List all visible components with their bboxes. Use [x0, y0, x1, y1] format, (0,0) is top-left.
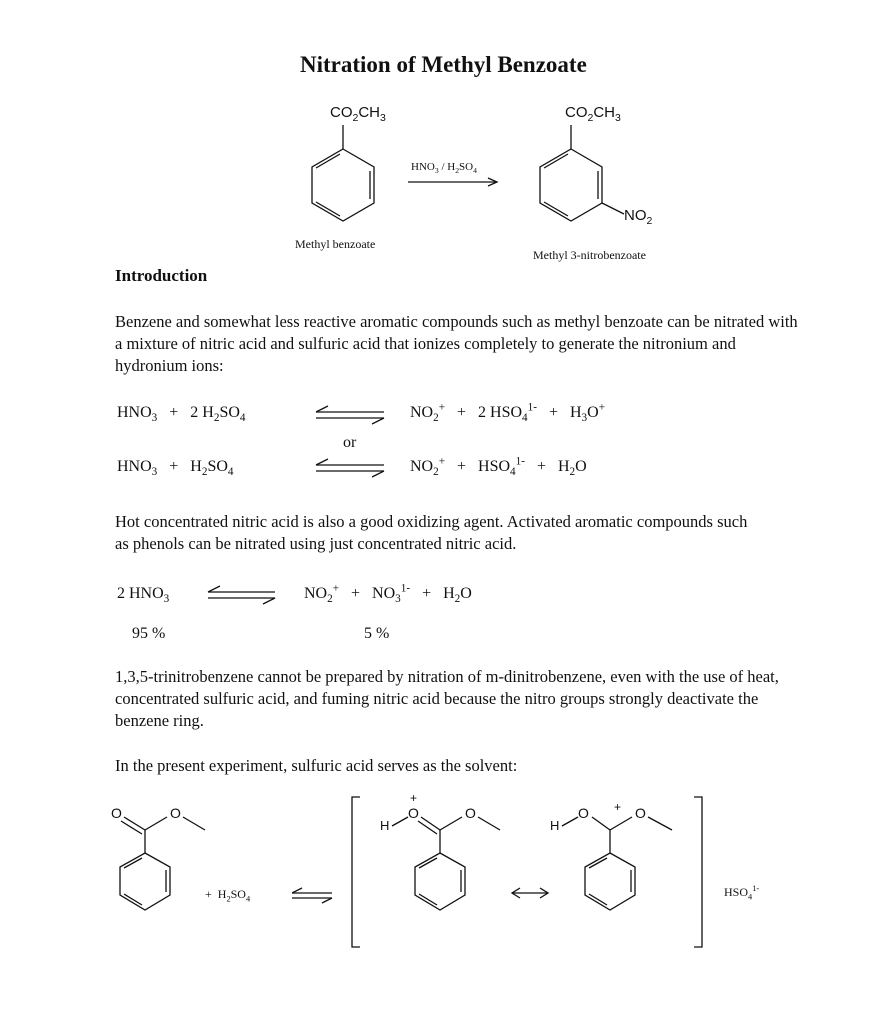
reactant-ester-group: $CO_2CH_3$: [330, 104, 386, 124]
eq2-right: $NO_2^+ + HSO_4^{1-} + H_2O$: [410, 455, 587, 479]
bracket-left: [352, 797, 360, 947]
ring-3: [585, 853, 635, 910]
eq3-right: $NO_2^+ + NO_3^{1-} + H_2O$: [304, 582, 472, 606]
atom-h2: H: [550, 818, 560, 833]
page-title: Nitration of Methyl Benzoate: [300, 52, 587, 77]
product-ester-group: $CO_2CH_3$: [565, 104, 621, 124]
reagent-label: $HNO_3 / H_2SO_4$: [411, 161, 477, 176]
reactant-name: Methyl benzoate: [295, 237, 376, 251]
eq3-left: 2 $HNO_3$: [117, 585, 170, 606]
percent-right: 5 %: [364, 625, 390, 642]
or-label: or: [343, 434, 357, 451]
eq1-left: $HNO_3 + 2$ $H_2SO_4$: [117, 404, 246, 425]
counterion: $HSO_4^{1-}$: [724, 884, 760, 902]
paragraph-2: Hot concentrated nitric acid is also a good oxidizing agent. Activated aromatic compounds such as phenols can be nitrated using just concentrated nitric acid.: [115, 512, 748, 553]
ring-2: [415, 853, 465, 910]
introduction-heading: Introduction: [115, 266, 208, 285]
product-nitro-group: $NO_2$: [624, 207, 653, 227]
scheme2-reagent: + $H_2SO_4$: [205, 887, 251, 904]
atom-o5: O: [578, 805, 589, 821]
paragraph-3: 1,3,5-trinitrobenzene cannot be prepared by nitration of m-dinitrobenzene, even with the use of heat, concentrated sulfuric acid, and fuming nitric acid because the nitro groups strongly deactivate the benzene ring.: [115, 667, 779, 730]
eq2-left: $HNO_3 + H_2SO_4$: [117, 458, 234, 479]
paragraph-1: Benzene and somewhat less reactive aromatic compounds such as methyl benzoate can be nitrated with a mixture of nitric acid and sulfuric acid that ionizes completely to generate the nitronium and hydronium ions:: [115, 312, 798, 375]
percent-left: 95 %: [132, 625, 166, 642]
atom-o2: O: [170, 805, 181, 821]
atom-o6: O: [635, 805, 646, 821]
eq1-right: $NO_2^+ + 2$ $HSO_4^{1-} + H_3O^+$: [410, 401, 606, 425]
charge-1: +: [410, 791, 418, 805]
charge-2: +: [614, 800, 622, 814]
product-name: Methyl 3-nitrobenzoate: [533, 248, 646, 262]
atom-o4: O: [465, 805, 476, 821]
atom-o1: O: [111, 805, 122, 821]
bracket-right: [694, 797, 702, 947]
atom-o3: O: [408, 805, 419, 821]
paragraph-4: In the present experiment, sulfuric acid serves as the solvent:: [115, 756, 518, 775]
ring-1: [120, 853, 170, 910]
atom-h1: H: [380, 818, 390, 833]
